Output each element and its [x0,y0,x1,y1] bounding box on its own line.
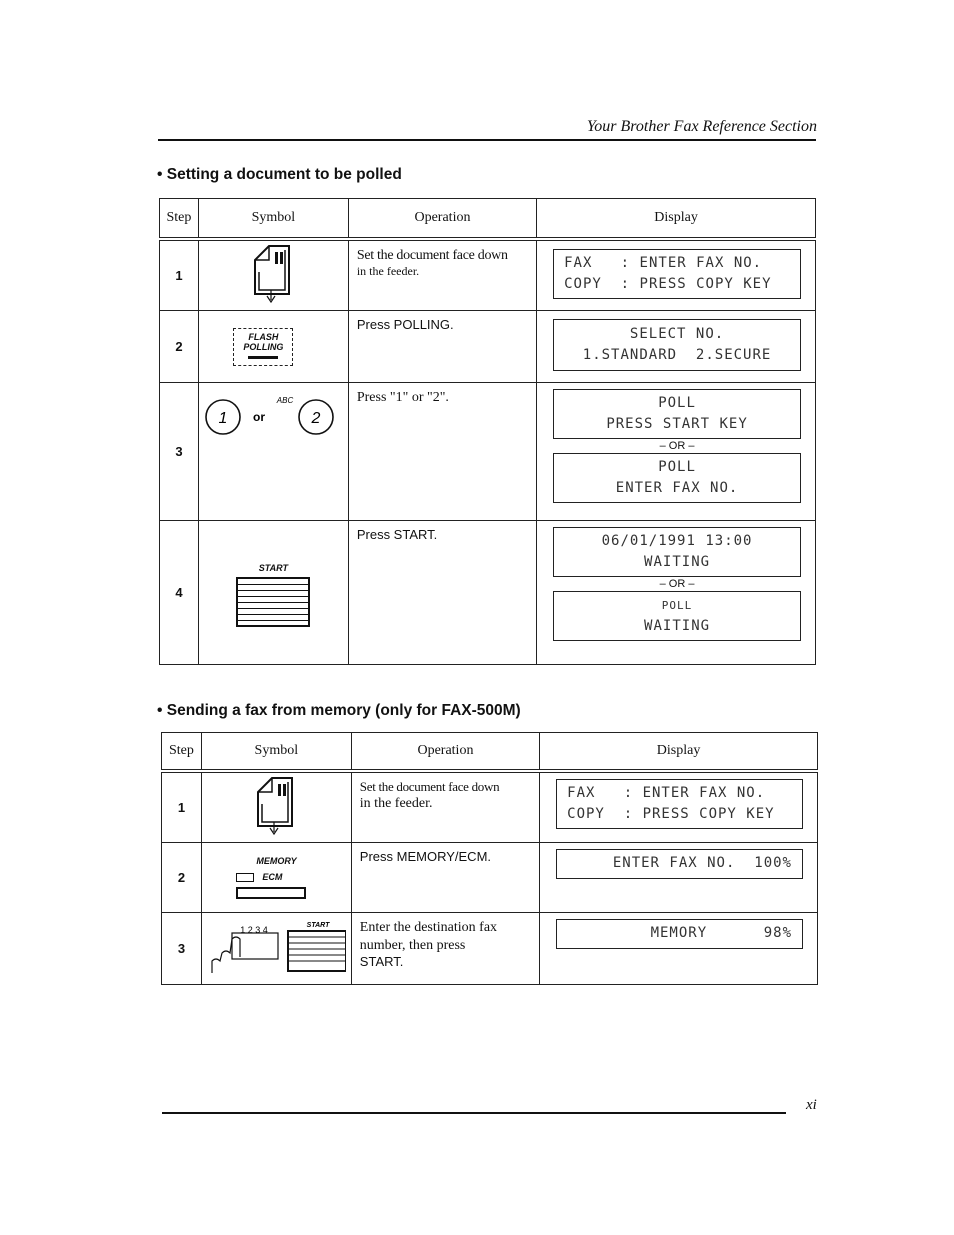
col-symbol: Symbol [201,733,351,771]
operation-line: Enter the destination fax [359,920,498,935]
operation-line: Set the document face down [356,247,508,263]
digits-label: 1 2 3 4 [240,925,269,935]
operation-cell [348,311,536,383]
lcd-display [556,919,803,949]
header-rule [158,139,816,141]
memory-ecm-key-icon [236,856,306,899]
step-number: 2 [162,843,202,913]
table-row [160,521,816,665]
symbol-cell [201,913,351,985]
display-cell [540,771,818,843]
operation-cell [351,843,539,913]
step-number: 4 [160,521,199,665]
operation-line: Press POLLING. [356,317,454,332]
lcd-line: POLL [661,599,693,612]
display-cell [537,383,816,521]
lcd-display [553,453,801,503]
or-divider: – OR – [659,440,695,452]
key-label: FLASH [248,331,279,342]
page-number: xi [806,1097,817,1113]
display-cell [540,843,818,913]
symbol-cell [201,771,351,843]
lcd-line: MEMORY 98% [650,925,792,941]
lcd-display [556,849,803,879]
key-digit: 2 [311,410,321,427]
number-keys-icon [203,391,343,439]
lcd-line: 06/01/1991 13:00 [601,533,753,549]
polling-steps-table [159,198,816,665]
lcd-line: ENTER FAX NO. [615,480,739,496]
operation-cell [351,913,539,985]
table-row [160,383,816,521]
col-symbol: Symbol [198,199,348,239]
step-number: 1 [160,239,199,311]
operation-line: Press MEMORY/ECM. [359,849,492,864]
lcd-line: WAITING [644,554,711,570]
lcd-display [553,319,801,371]
key-label: ECM [262,872,283,882]
key-label: START [258,563,288,573]
or-divider: – OR – [659,578,695,590]
step-number: 2 [160,311,199,383]
operation-line: Press START. [356,527,438,542]
step-number: 3 [160,383,199,521]
display-cell [537,311,816,383]
symbol-cell [201,843,351,913]
lcd-line: COPY : PRESS COPY KEY [564,275,772,292]
operation-cell [348,239,536,311]
operation-line: Set the document face down [359,778,500,794]
operation-line: in the feeder. [356,264,420,278]
key-label: POLLING [243,341,284,352]
lcd-line: POLL [658,395,696,411]
memory-button-graphic [236,887,306,899]
lcd-display [553,591,801,641]
key-bar [248,356,278,359]
lcd-line: PRESS START KEY [606,416,748,432]
operation-line: Press "1" or "2". [356,390,449,405]
col-operation: Operation [348,199,536,239]
key-label: MEMORY [256,856,297,866]
symbol-cell [198,239,348,311]
lcd-display [553,249,801,299]
document-feeder-icon [254,774,298,836]
flash-polling-key-icon [233,328,293,366]
lcd-line: FAX : ENTER FAX NO. [567,784,766,801]
operation-cell [351,771,539,843]
col-step: Step [160,199,199,239]
start-button-graphic [236,577,310,627]
lcd-display [553,527,801,577]
lcd-line: POLL [658,459,696,475]
table-row [162,913,818,985]
table-row [162,843,818,913]
symbol-cell [198,521,348,665]
ecm-indicator-icon [236,873,254,882]
step-number: 3 [162,913,202,985]
table-row [162,771,818,843]
dial-and-start-icon [206,917,346,975]
table-row [160,239,816,311]
start-key-icon [236,563,310,627]
operation-cell [348,521,536,665]
operation-cell [348,383,536,521]
display-cell [537,521,816,665]
symbol-cell [198,383,348,521]
table-row [160,311,816,383]
col-step: Step [162,733,202,771]
section-title-polled: • Setting a document to be polled [157,166,402,183]
operation-line: number, then press [359,937,466,953]
col-display: Display [540,733,818,771]
operation-line: START. [359,954,404,969]
running-header: Your Brother Fax Reference Section [586,118,817,135]
lcd-display [553,389,801,439]
start-label: START [306,922,330,929]
abc-label: ABC [277,396,294,405]
col-operation: Operation [351,733,539,771]
lcd-line: FAX : ENTER FAX NO. [564,254,763,271]
section-title-memory: • Sending a fax from memory (only for FAX-500M) [157,702,521,719]
document-feeder-icon [251,242,295,304]
operation-line: in the feeder. [359,795,433,811]
lcd-line: ENTER FAX NO. 100% [612,855,792,871]
lcd-display [556,779,803,829]
lcd-line: SELECT NO. [629,326,725,342]
or-text: or [253,410,266,424]
col-display: Display [537,199,816,239]
display-cell [540,913,818,985]
key-digit: 1 [218,410,228,427]
step-number: 1 [162,771,202,843]
memory-steps-table [161,732,818,985]
display-cell [537,239,816,311]
lcd-line: COPY : PRESS COPY KEY [567,805,775,822]
footer-rule [162,1112,786,1114]
lcd-line: 1.STANDARD 2.SECURE [582,347,772,363]
lcd-line: WAITING [644,618,711,634]
symbol-cell [198,311,348,383]
